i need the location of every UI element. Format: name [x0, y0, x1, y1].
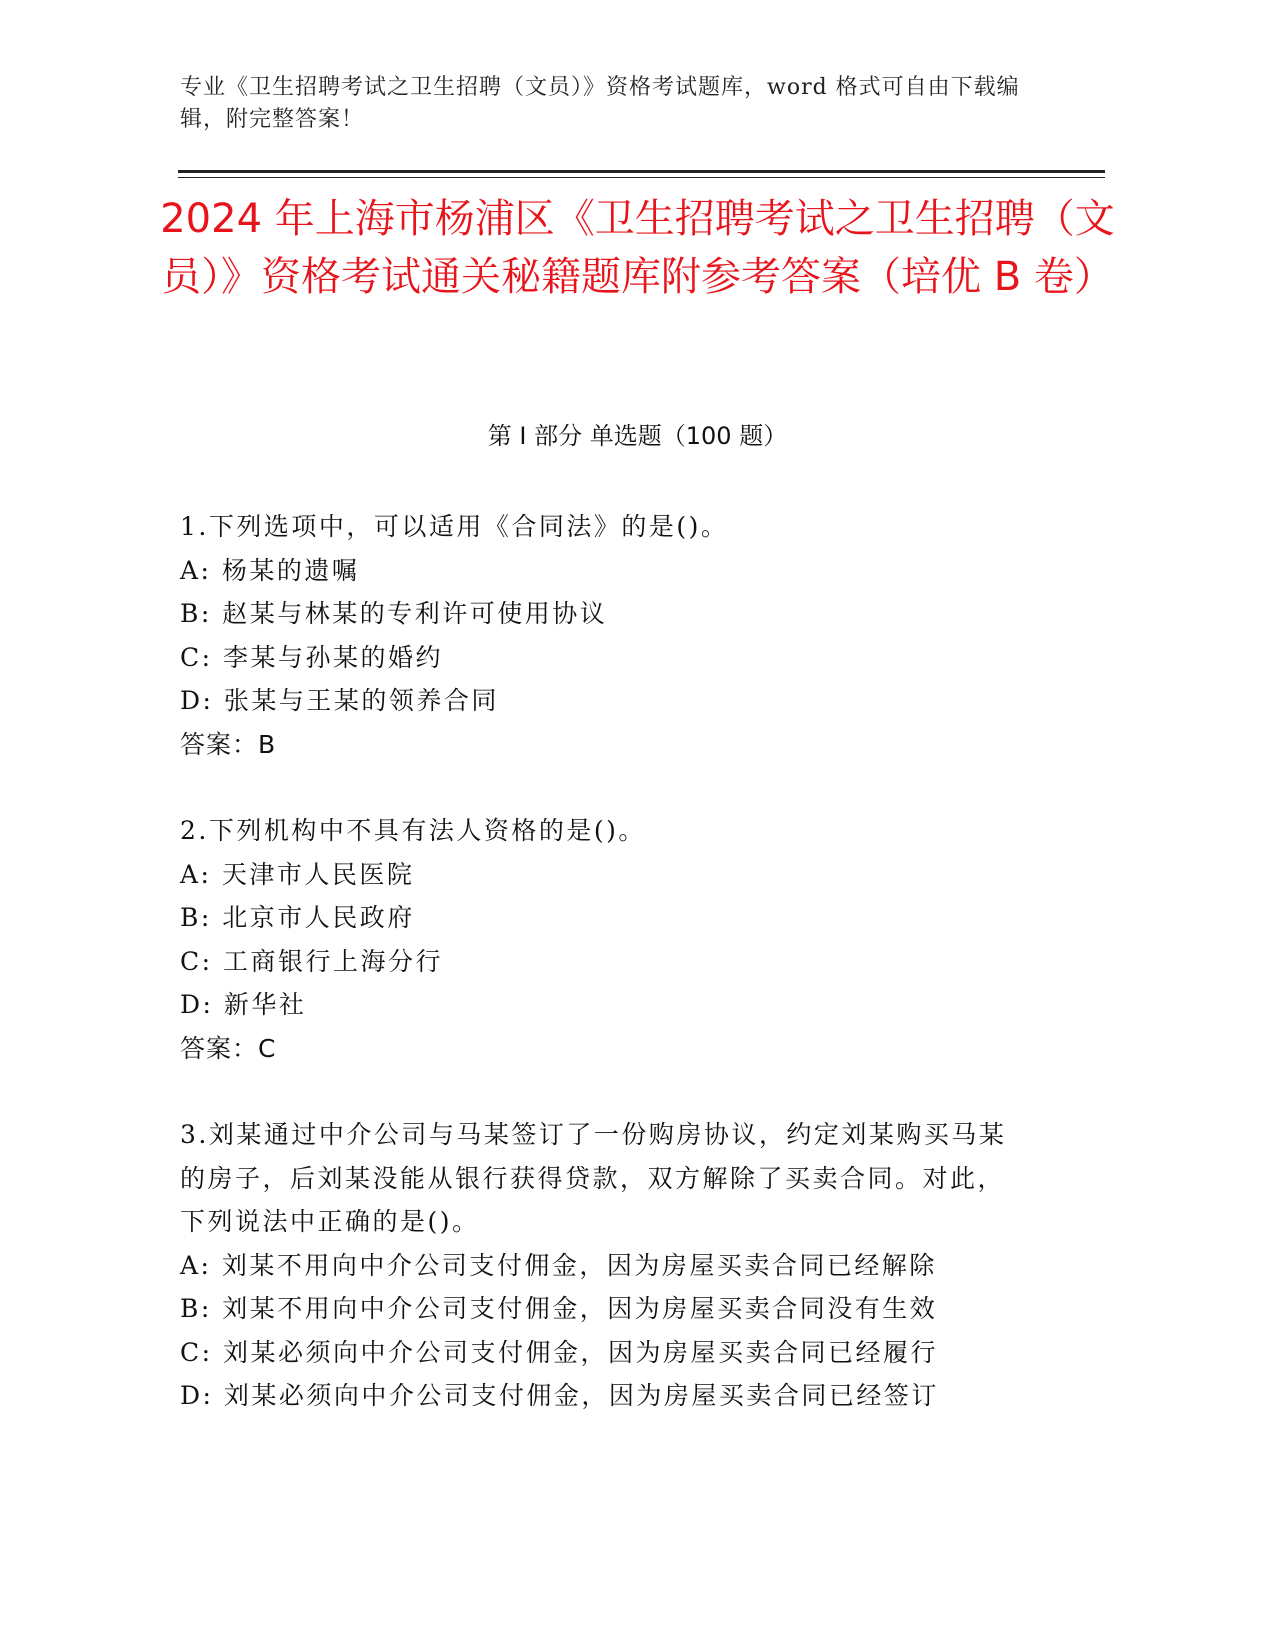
question-stem: 2.下列机构中不具有法人资格的是()。: [180, 816, 646, 845]
option-a: A: 杨某的遗嘱: [180, 555, 360, 585]
question-stem: 3.刘某通过中介公司与马某签订了一份购房协议，约定刘某购买马某的房子，后刘某没能从银行获得贷款，双方解除了买卖合同。对此，下列说法中正确的是()。: [180, 1120, 1007, 1236]
option-a: A: 刘某不用向中介公司支付佣金，因为房屋买卖合同已经解除: [180, 1250, 937, 1280]
document-title: 2024 年上海市杨浦区《卫生招聘考试之卫生招聘（文员）》资格考试通关秘籍题库附参考答案（培优 B 卷）: [160, 196, 1115, 300]
answer: 答案：B: [180, 729, 277, 759]
question-stem: 1.下列选项中，可以适用《合同法》的是()。: [180, 512, 729, 541]
option-a: A: 天津市人民医院: [180, 859, 415, 889]
option-b: B: 刘某不用向中介公司支付佣金，因为房屋买卖合同没有生效: [180, 1294, 938, 1323]
option-d: D: 张某与王某的领养合同: [180, 686, 499, 715]
option-b: B: 赵某与林某的专利许可使用协议: [180, 599, 608, 628]
question-list: [180, 505, 1030, 1461]
option-c: C: 刘某必须向中介公司支付佣金，因为房屋买卖合同已经履行: [180, 1337, 939, 1367]
question-2: [180, 809, 1030, 1070]
header-rule-thin: [178, 177, 1105, 178]
header-rule-thick: [178, 170, 1105, 173]
question-3: [180, 1113, 1030, 1418]
header-note: 专业《卫生招聘考试之卫生招聘（文员）》资格考试题库，word 格式可自由下载编辑，附完整答案！: [180, 75, 1020, 132]
question-1: [180, 505, 1030, 766]
option-d: D: 刘某必须向中介公司支付佣金，因为房屋买卖合同已经签订: [180, 1381, 939, 1410]
option-b: B: 北京市人民政府: [180, 903, 415, 932]
option-d: D: 新华社: [180, 990, 307, 1019]
section-title: 第 I 部分 单选题（100 题）: [487, 422, 788, 450]
option-c: C: 工商银行上海分行: [180, 946, 443, 976]
option-c: C: 李某与孙某的婚约: [180, 642, 443, 672]
answer: 答案：C: [180, 1033, 277, 1063]
